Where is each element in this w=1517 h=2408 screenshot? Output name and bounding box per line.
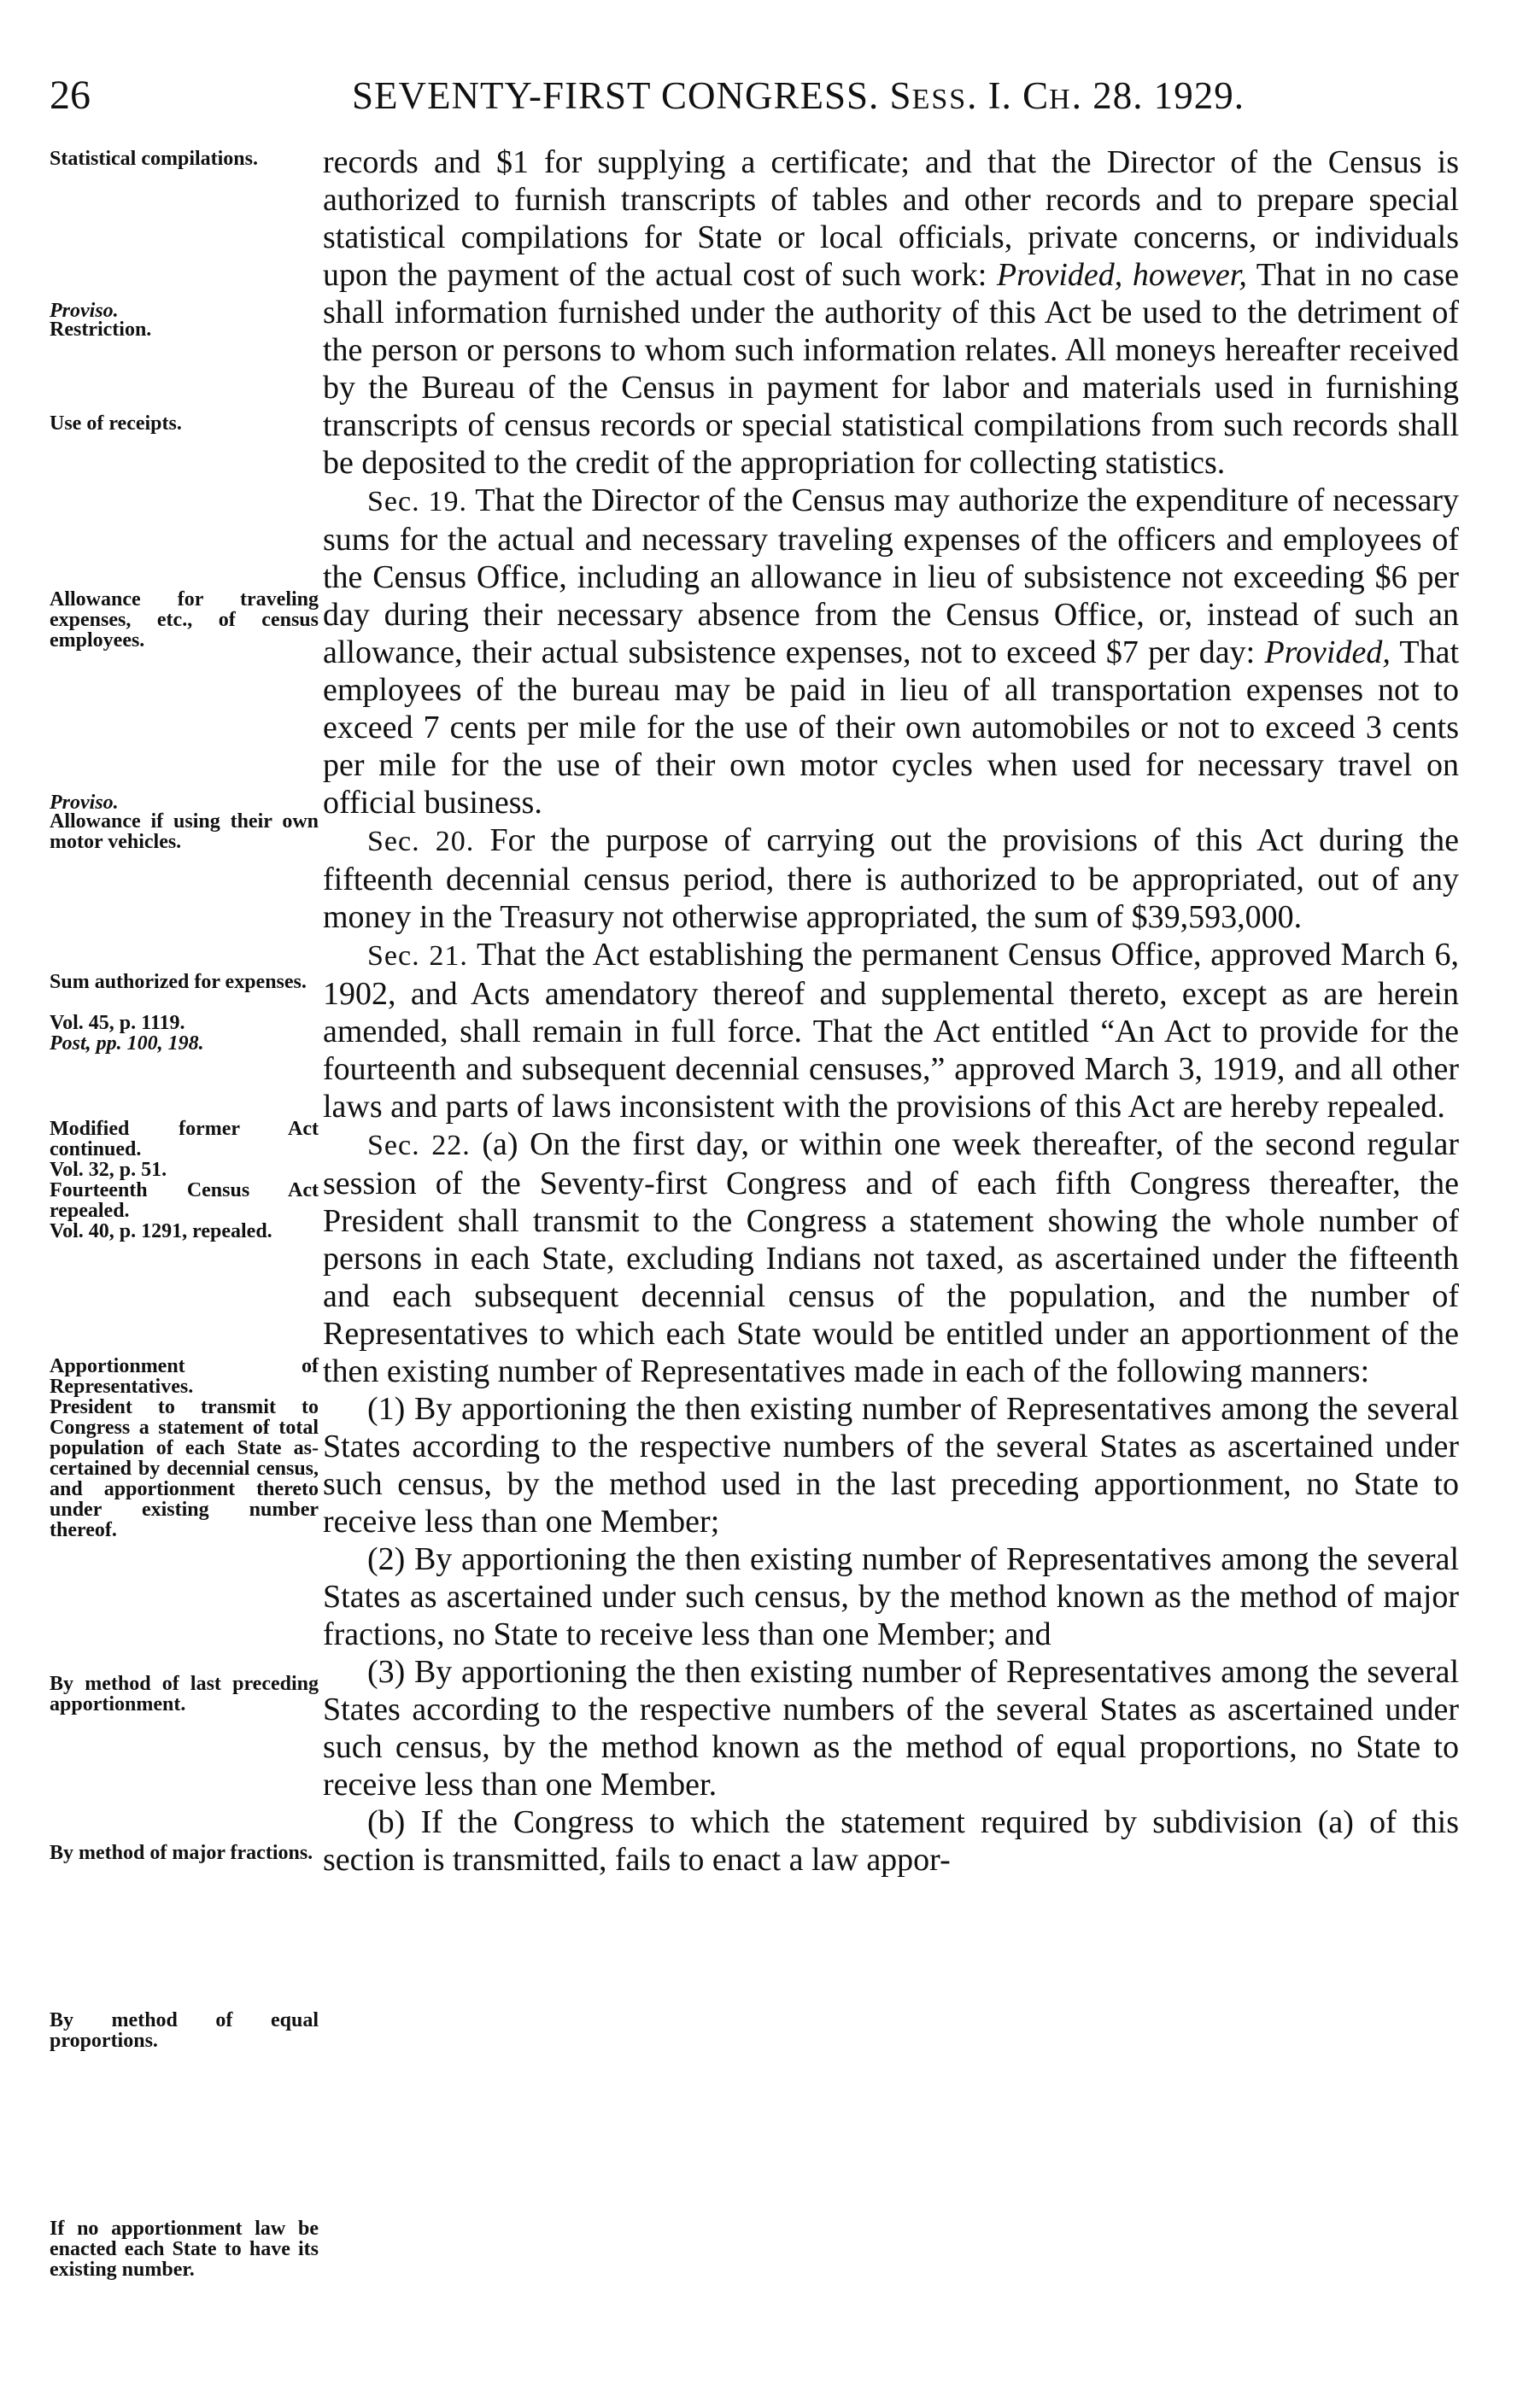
text-run: That the Act establishing the permanent Census Office, approved March 6, 1902, and Acts amendatory thereof and supplemental thereto, except as are herein amended, shall remain in full force. That the Act entitled “An Act to provide for the fourteenth and subsequent decennial censuses,” approved March 3, 1919, and all other laws and parts of laws inconsistent with the provisions of this Act are hereby repealed. — [323, 937, 1459, 1125]
paragraph-statistical-compilations — [323, 143, 1459, 482]
section-21-label: Sec. 21. — [367, 940, 468, 972]
text-run: That the Director of the Census may authorize the expenditure of necessary sums for the actual and necessary traveling expenses of the officers and employees of the Census Office, including an allowance in lieu of subsistence not exceeding $6 per day during their necessary absence from the Census Office, or, instead of such an allowance, their actual subsistence expenses, not to exceed $7 per day: — [323, 482, 1459, 670]
margin-note-allowance-motor: Allowance if using their own motor vehicles. — [50, 810, 319, 853]
running-head-part: . 28. 1929. — [1071, 74, 1245, 117]
text-run: That in no case shall information furnished under the authority of this Act be used to the detriment of the person or persons to whom such information relates. All moneys hereafter received by the Bureau of the Census in payment for labor and materials used in furnishing transcripts of census records or special statistical compilations from such records shall be deposited to the credit of the appropriation for collecting statistics. — [323, 257, 1459, 481]
margin-note-president-transmit: President to transmit to Congress a statement of total population of each State ascertained by decennial census, and apportionment thereto under existing number thereof. — [50, 1396, 319, 1541]
paragraph-section-22 — [323, 1125, 1459, 1390]
running-head-part: SEVENTY-FIRST CONGRESS. S — [352, 74, 912, 117]
text-run: For the purpose of carrying out the provisions of this Act during the fifteenth decennial census period, there is authorized to be appropriated, out of any money in the Treasury not otherwise appropriated, the sum of $39,593,000. — [323, 822, 1459, 935]
paragraph-section-21 — [323, 936, 1459, 1125]
margin-note-restriction: Restriction. — [50, 319, 152, 341]
margin-note-apportionment: Apportionment of Representatives. — [50, 1355, 319, 1398]
paragraph-item-1: (1) By apportioning the then existing number of Representatives among the several States according to the respective numbers of the several States as ascertained under such census, by the method used in the last preceding apportionment, no State to receive less than one Member; — [323, 1391, 1459, 1540]
margin-note-modified-act: Modified former Act continued. — [50, 1118, 319, 1160]
running-head — [352, 74, 1454, 117]
body-text — [323, 143, 1459, 1879]
margin-note-vol40-ref: Vol. 40, p. 1291, repealed. — [50, 1220, 272, 1242]
paragraph-item-3: (3) By apportioning the then existing number of Representatives among the several States according to the respective numbers of the several States as ascertained under such census, by the method known as the method of equal proportions, no State to receive less than one Member. — [323, 1654, 1459, 1803]
text-run: (a) On the first day, or within one week thereafter, of the second regular session of the Seventy-first Congress and of each fifth Congress thereafter, the President shall transmit to the Congress a statement showing the whole number of persons in each State, excluding Indians not taxed, as ascertained under the fifteenth and each subsequent decennial census of the population, and the number of Representatives to which each State would be entitled under an apportionment of the then existing number of Representatives made in each of the following manners: — [323, 1126, 1460, 1389]
margin-note-statistical-compilations: Statistical compilations. — [50, 148, 258, 170]
margin-note-sum-authorized: Sum authorized for expenses. — [50, 971, 307, 993]
running-head-part: . I. C — [967, 74, 1050, 117]
running-head-smallcaps: H — [1049, 84, 1072, 115]
section-22-label: Sec. 22. — [367, 1130, 471, 1161]
margin-note-last-preceding: By method of last preceding apportionment. — [50, 1673, 319, 1715]
proviso-label: Proviso. — [50, 300, 119, 322]
margin-note-vol45-ref: Vol. 45, p. 1119. — [50, 1012, 185, 1034]
margin-note-major-fractions: By method of major fractions. — [50, 1842, 313, 1864]
post-ref: Post, pp. 100, 198. — [50, 1032, 204, 1055]
page-number: 26 — [50, 73, 91, 118]
margin-note-use-of-receipts: Use of receipts. — [50, 412, 182, 435]
section-19-label: Sec. 19. — [367, 486, 468, 517]
margin-note-no-apportionment-law: If no apportionment law be enacted each State to have its existing number. — [50, 2218, 319, 2281]
text-run: records and $1 for supplying a certificate; and that the Director of the Census is authorized to furnish transcripts of tables and other records and to prepare special statistical compilations for State or local officials, private concerns, or individuals upon the payment of the actual cost of such work: — [323, 144, 1459, 293]
proviso-label: Proviso. — [50, 792, 119, 814]
text-run: That employees of the bureau may be paid in lieu of all transportation expenses not to exceed 7 cents per mile for the use of their own automobiles or not to exceed 3 cents per mile for the use of their own motor cycles when used for necessary travel on official business. — [323, 634, 1460, 821]
margin-note-vol32-ref: Vol. 32, p. 51. — [50, 1159, 167, 1181]
margin-note-fourteenth-census: Fourteenth Census Act repealed. — [50, 1179, 319, 1222]
section-20-label: Sec. 20. — [367, 826, 475, 857]
paragraph-item-2: (2) By apportioning the then existing number of Representatives among the several States as ascertained under such census, by the method known as the method of major fractions, no State to receive less than one Member; and — [323, 1541, 1459, 1652]
margin-note-post-ref — [50, 1033, 319, 1054]
margin-note-equal-proportions: By method of equal proportions. — [50, 2009, 319, 2052]
running-head-smallcaps: ESS — [911, 84, 968, 115]
paragraph-section-20 — [323, 821, 1459, 936]
provided: Provided, — [1264, 634, 1391, 670]
paragraph-subsection-b: (b) If the Congress to which the statement required by subdivision (a) of this section is transmitted, fails to enact a law appor- — [323, 1804, 1459, 1878]
provided-however: Provided, however, — [996, 257, 1247, 293]
paragraph-section-19 — [323, 482, 1459, 821]
margin-note-allowance-travel: Allowance for traveling expenses, etc., of census employees. — [50, 588, 319, 652]
